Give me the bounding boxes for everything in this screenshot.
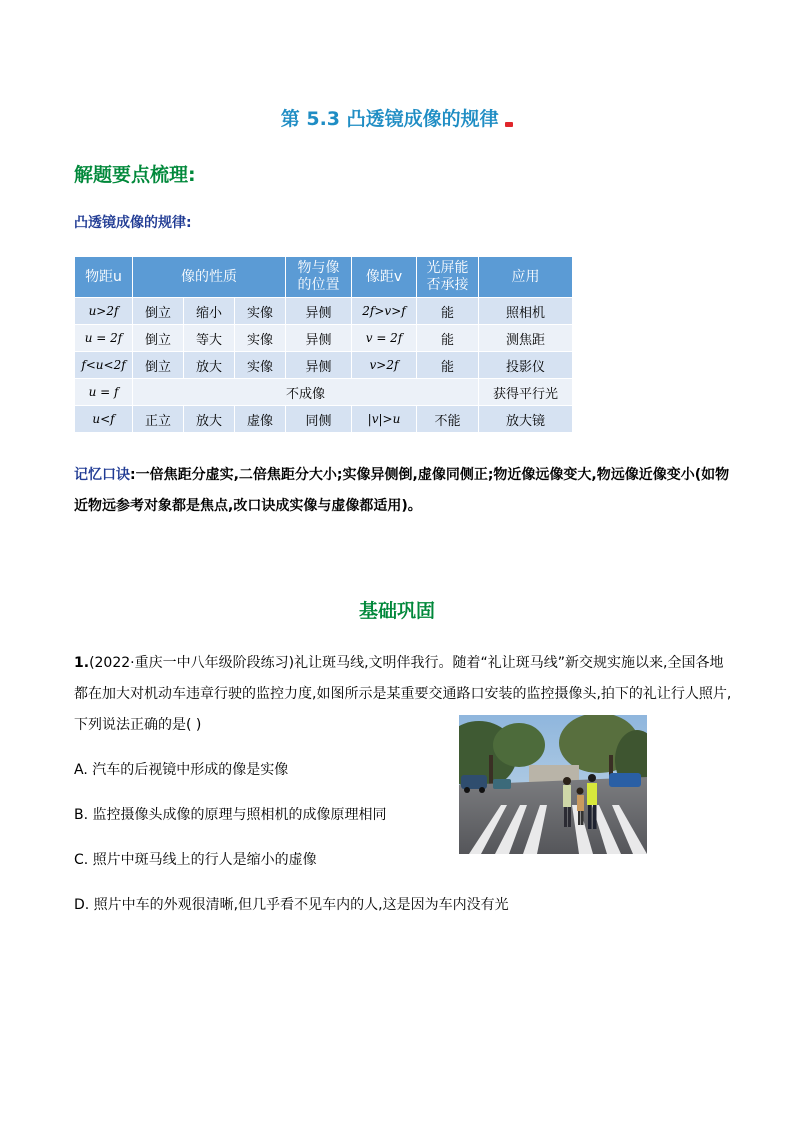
cell-v: v>2f [352,352,417,379]
memory-text: :一倍焦距分虚实,二倍焦距分大小;实像异侧倒,虚像同侧正;物近像远像变大,物远像近像变小(如物近物远参考对象都是焦点,改口诀成实像与虚像都适用)。 [74,467,730,514]
option-text: 照片中斑马线上的行人是缩小的虚像 [92,852,317,868]
cell-size: 缩小 [184,298,235,325]
cell-screen: 不能 [417,406,479,433]
cell-v: |v|>u [352,406,417,433]
section-heading-basics: 基础巩固 [358,600,435,622]
option-letter: B. [74,807,89,823]
section-heading-key-points: 解题要点梳理: [74,164,196,186]
header-application: 应用 [479,257,573,298]
option-text: 照片中车的外观很清晰,但几乎看不见车内的人,这是因为车内没有光 [93,897,509,913]
cell-v: v = 2f [352,325,417,352]
cell-size: 放大 [184,352,235,379]
cell-u: u = 2f [75,325,133,352]
header-object-distance: 物距u [75,257,133,298]
header-screen: 光屏能 否承接 [417,257,479,298]
cell-size: 放大 [184,406,235,433]
cell-screen: 能 [417,325,479,352]
cell-application: 测焦距 [479,325,573,352]
cell-type: 实像 [235,325,286,352]
option-letter: C. [74,852,89,868]
subheading-rules: 凸透镜成像的规律: [74,215,192,231]
cell-u: u<f [75,406,133,433]
cell-screen: 能 [417,352,479,379]
title-text-wrap [277,104,518,133]
option-text: 汽车的后视镜中形成的像是实像 [92,762,289,778]
option-letter: A. [74,762,88,778]
cell-application: 放大镜 [479,406,573,433]
crosswalk-photo [459,715,647,854]
cell-orientation: 倒立 [133,325,184,352]
cell-type: 实像 [235,298,286,325]
cell-application: 获得平行光 [479,379,573,406]
cell-u: u>2f [75,298,133,325]
cell-screen: 能 [417,298,479,325]
crosswalk-photo-illustration [459,715,647,854]
table-row [75,298,573,325]
option-text: 监控摄像头成像的原理与照相机的成像原理相同 [92,807,387,823]
header-position: 物与像 的位置 [286,257,352,298]
cell-orientation: 正立 [133,406,184,433]
table-row [75,379,573,406]
header-image-distance: 像距v [352,257,417,298]
cell-merged-no-image: 不成像 [133,379,479,406]
option-letter: D. [74,897,90,913]
cell-type: 实像 [235,352,286,379]
table-row [75,325,573,352]
cell-position: 同侧 [286,406,352,433]
cell-u: f<u<2f [75,352,133,379]
option-a[interactable] [74,759,288,779]
title-text: 第 5.3 凸透镜成像的规律 [280,108,499,130]
header-nature: 像的性质 [133,257,286,298]
cell-u: u = f [75,379,133,406]
page-title [0,104,794,133]
cell-application: 投影仪 [479,352,573,379]
option-c[interactable] [74,849,317,869]
cell-position: 异侧 [286,298,352,325]
cell-position: 异侧 [286,352,352,379]
imaging-rules-table [74,256,573,433]
question-text: (2022·重庆一中八年级阶段练习)礼让斑马线,文明伴我行。随着“礼让斑马线”新交规实施以来,全国各地都在加大对机动车违章行驶的监控力度,如图所示是某重要交通路口安装的监控摄像头,拍下的礼让行人照片,下列说法正确的是( ) [74,655,732,733]
option-d[interactable] [74,894,509,914]
cell-v: 2f>v>f [352,298,417,325]
cell-position: 异侧 [286,325,352,352]
cell-orientation: 倒立 [133,298,184,325]
title-underline [505,122,513,127]
memory-mnemonic [74,460,734,522]
table-row [75,406,573,433]
cell-type: 虚像 [235,406,286,433]
table-row [75,352,573,379]
cell-application: 照相机 [479,298,573,325]
memory-label: 记忆口诀 [74,467,130,483]
table-header-row [75,257,573,298]
question-number: 1. [74,655,90,671]
cell-orientation: 倒立 [133,352,184,379]
option-b[interactable] [74,804,387,824]
cell-size: 等大 [184,325,235,352]
